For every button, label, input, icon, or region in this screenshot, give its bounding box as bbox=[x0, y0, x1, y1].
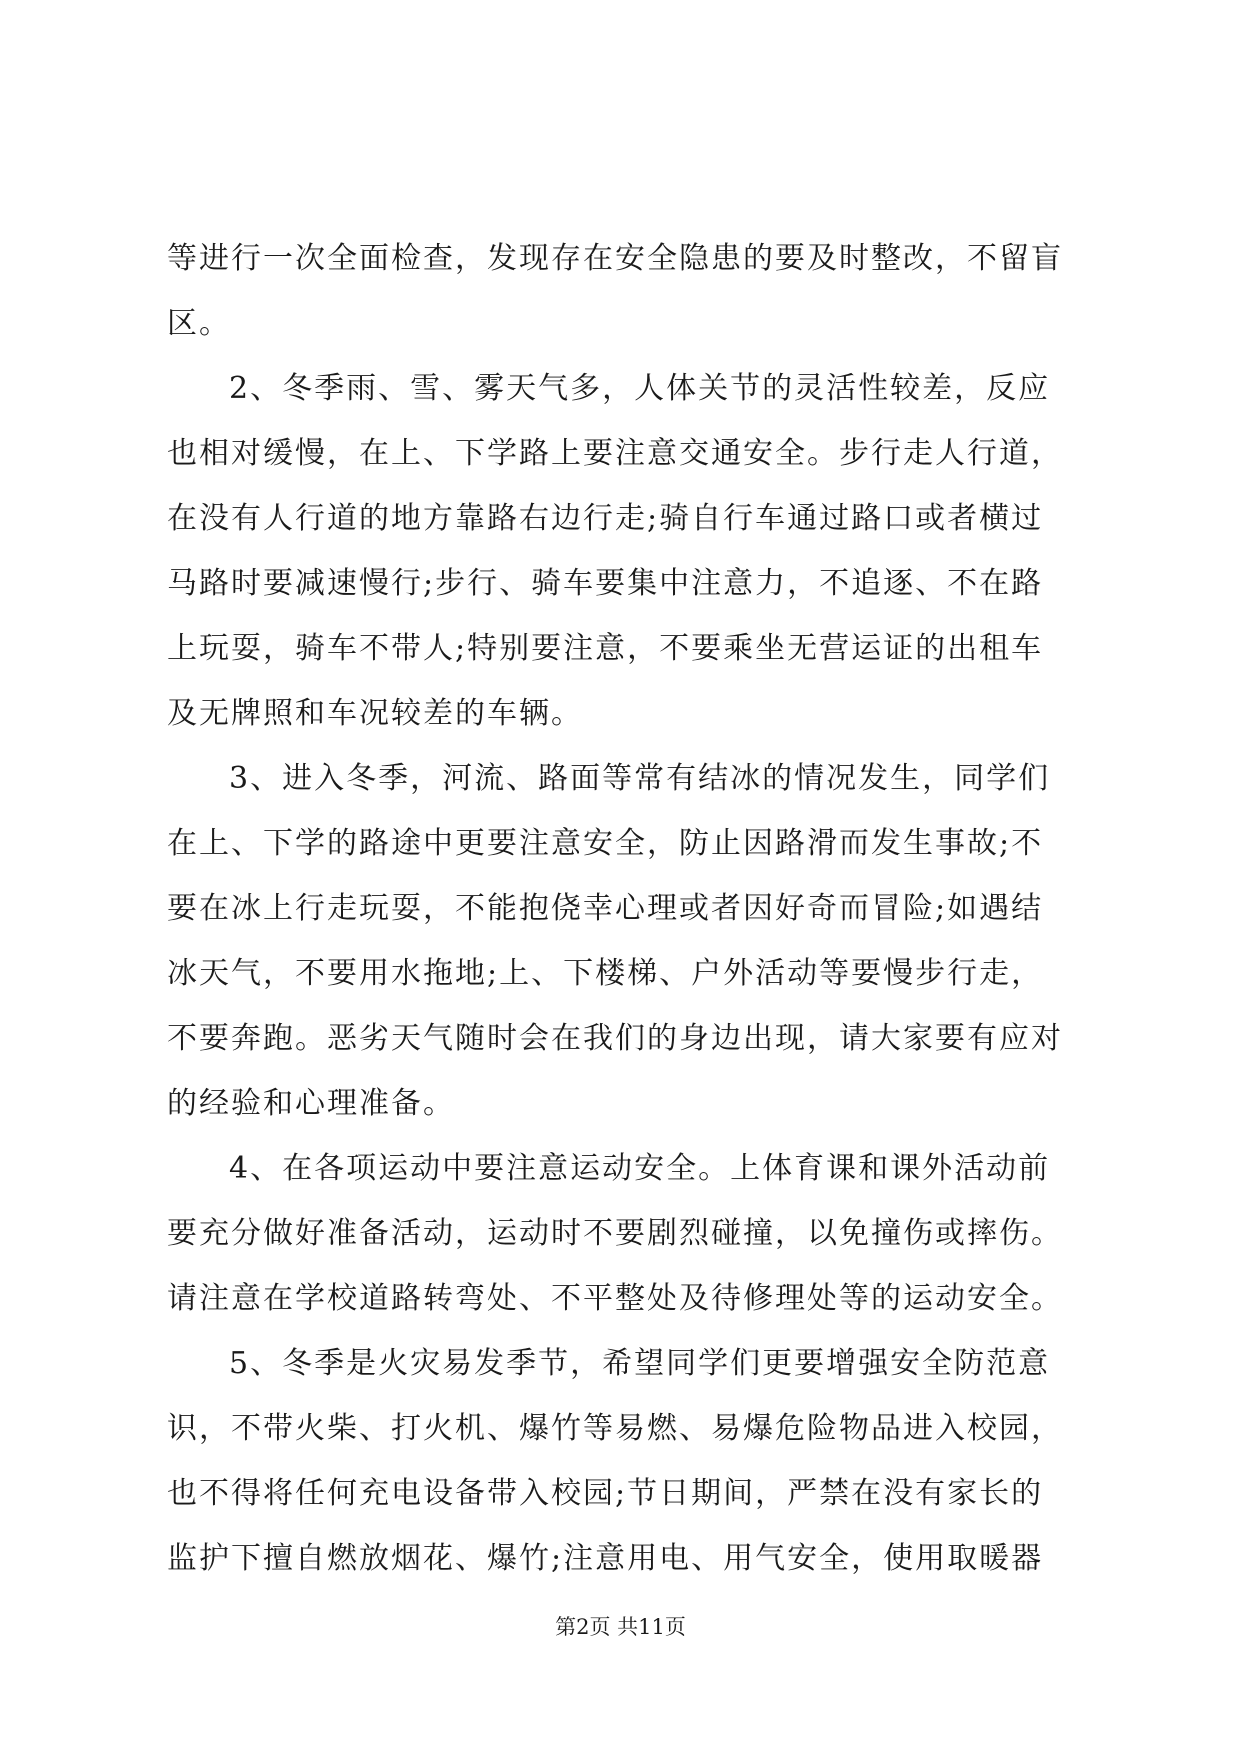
text-line: 上玩耍，骑车不带人;特别要注意，不要乘坐无营运证的出租车 bbox=[167, 631, 1044, 666]
paragraph-item-3 bbox=[167, 746, 1087, 1136]
paragraph-item-4 bbox=[167, 1136, 1087, 1331]
paragraph-item-2 bbox=[167, 356, 1087, 746]
page-footer bbox=[0, 1612, 1241, 1642]
paragraph-item-5 bbox=[167, 1331, 1087, 1591]
text-line: 在上、下学的路途中更要注意安全，防止因路滑而发生事故;不 bbox=[167, 826, 1044, 861]
text-line: 3、进入冬季，河流、路面等常有结冰的情况发生，同学们 bbox=[229, 761, 1051, 796]
text-line: 4、在各项运动中要注意运动安全。上体育课和课外活动前 bbox=[229, 1151, 1051, 1186]
text-line: 也相对缓慢，在上、下学路上要注意交通安全。步行走人行道， bbox=[167, 436, 1063, 471]
text-line: 等进行一次全面检查，发现存在安全隐患的要及时整改，不留盲 bbox=[167, 241, 1063, 276]
text-line: 2、冬季雨、雪、雾天气多，人体关节的灵活性较差，反应 bbox=[229, 371, 1051, 406]
text-line: 在没有人行道的地方靠路右边行走;骑自行车通过路口或者横过 bbox=[167, 501, 1044, 536]
text-line: 也不得将任何充电设备带入校园;节日期间，严禁在没有家长的 bbox=[167, 1476, 1044, 1511]
text-line: 5、冬季是火灾易发季节，希望同学们更要增强安全防范意 bbox=[229, 1346, 1051, 1381]
text-line: 不要奔跑。恶劣天气随时会在我们的身边出现，请大家要有应对 bbox=[167, 1021, 1063, 1056]
paragraph-continuation bbox=[167, 226, 1087, 356]
text-line: 请注意在学校道路转弯处、不平整处及待修理处等的运动安全。 bbox=[167, 1281, 1063, 1316]
text-line: 要在冰上行走玩耍，不能抱侥幸心理或者因好奇而冒险;如遇结 bbox=[167, 891, 1044, 926]
text-line: 识，不带火柴、打火机、爆竹等易燃、易爆危险物品进入校园， bbox=[167, 1411, 1063, 1446]
text-line: 冰天气，不要用水拖地;上、下楼梯、户外活动等要慢步行走， bbox=[167, 956, 1044, 991]
text-line: 的经验和心理准备。 bbox=[167, 1086, 455, 1121]
text-line: 监护下擅自燃放烟花、爆竹;注意用电、用气安全，使用取暖器 bbox=[167, 1541, 1044, 1576]
text-line: 及无牌照和车况较差的车辆。 bbox=[167, 696, 583, 731]
document-body bbox=[167, 226, 1087, 1591]
text-line: 马路时要减速慢行;步行、骑车要集中注意力，不追逐、不在路 bbox=[167, 566, 1044, 601]
text-line: 区。 bbox=[167, 306, 231, 341]
page-number-label: 第2页 共11页 bbox=[555, 1615, 686, 1639]
text-line: 要充分做好准备活动，运动时不要剧烈碰撞，以免撞伤或摔伤。 bbox=[167, 1216, 1063, 1251]
